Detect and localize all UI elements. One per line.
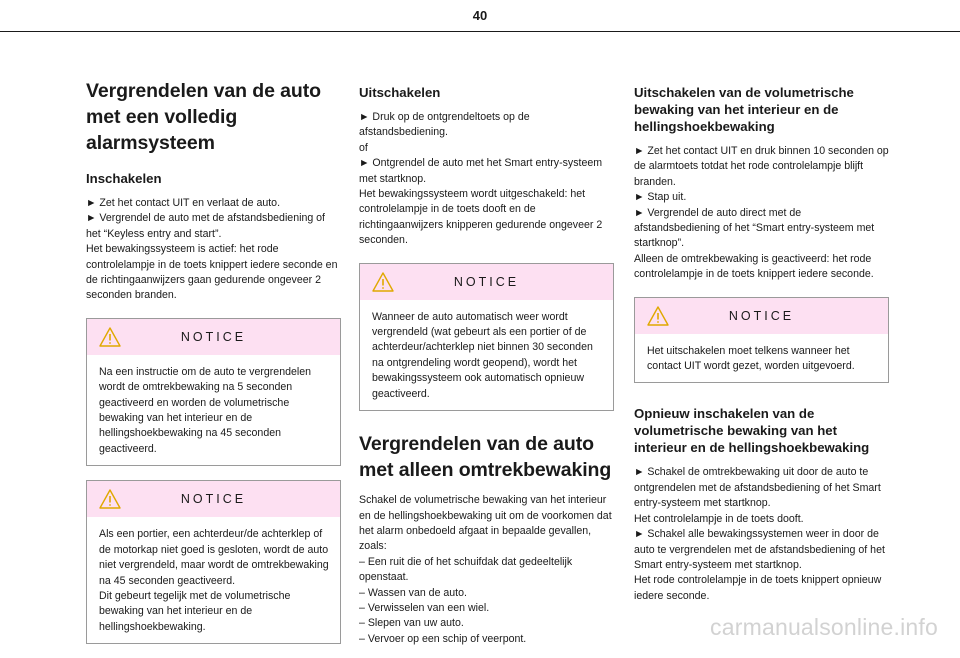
- notice-text: Na een instructie om de auto te vergrendelen wordt de omtrekbewaking na 5 seconden geactiveerd en worden de volumetrische bewaking van het interieur en de hellingshoekbewaking na 45 seconden geactiveerd.: [99, 365, 312, 455]
- notice-box: [359, 263, 614, 411]
- heading-reactivate-volumetric: Opnieuw inschakelen van de volumetrische bewaking van het interieur en de hellingshoekbewaking: [634, 406, 870, 456]
- notice-box: [634, 297, 889, 384]
- notice-header: [87, 319, 340, 355]
- column-3: [634, 78, 889, 604]
- notice-header: [360, 264, 613, 300]
- notice-header: [87, 481, 340, 517]
- top-divider: [0, 31, 960, 32]
- notice-box: [86, 318, 341, 466]
- notice-header: [635, 298, 888, 334]
- notice-title: NOTICE: [180, 329, 247, 344]
- notice-text: Het uitschakelen moet telkens wanneer het contact UIT wordt gezet, worden uitgevoerd.: [647, 344, 855, 373]
- body-reactivate-volumetric: ► Schakel de omtrekbewaking uit door de auto te ontgrendelen met de afstandsbediening of het Smart entry-systeem met startknop. Het controlelampje in de toets dooft. ► Schakel alle bewakingssystemen weer in door de auto te vergrendelen met de afstandsbediening of het Smart entry-systeem met startknop. Het rode controlelampje in de toets knippert opnieuw iedere seconde.: [634, 466, 885, 602]
- notice-title: NOTICE: [453, 274, 520, 289]
- column-2: [359, 78, 614, 647]
- heading-disable-volumetric: Uitschakelen van de volumetrische bewaking van het interieur en de hellingshoekbewaking: [634, 85, 854, 134]
- section-title-full-alarm: Vergrendelen van de auto met een volledig alarmsysteem: [86, 80, 321, 154]
- heading-inschakelen: Inschakelen: [86, 171, 162, 186]
- notice-title: NOTICE: [180, 492, 247, 507]
- heading-uitschakelen: Uitschakelen: [359, 85, 441, 100]
- notice-title: NOTICE: [728, 308, 795, 323]
- body-uitschakelen: ► Druk op de ontgrendeltoets op de afstandsbediening. of ► Ontgrendel de auto met het Smart entry-systeem met startknop. Het bewakingssysteem wordt uitgeschakeld: het controlelampje in de toets dooft en de richtingaanwijzers knipperen gedurende ongeveer 2 seconden.: [359, 111, 603, 247]
- body-disable-volumetric: ► Zet het contact UIT en druk binnen 10 seconden op de alarmtoets totdat het rode controlelampje blijft branden. ► Stap uit. ► Vergrendel de auto direct met de afstandsbediening of het “Smart entry-systeem met startknop”. Alleen de omtrekbewaking is geactiveerd: het rode controlelampje in de toets knippert iedere seconde.: [634, 145, 889, 281]
- notice-box: [86, 480, 341, 644]
- notice-text: Als een portier, een achterdeur/de achterklep of de motorkap niet goed is gesloten, wordt de auto niet vergrendeld, maar wordt de omtrekbewaking na 45 seconden geactiveerd. Dit gebeurt tegelijk met de volumetrische bewaking van het interieur en de hellingshoekbewaking.: [99, 528, 329, 633]
- body-inschakelen: ► Zet het contact UIT en verlaat de auto. ► Vergrendel de auto met de afstandsbediening of het “Keyless entry and start”. Het bewakingssysteem is actief: het rode controlelampje in de toets knippert iedere seconde en de richtingaanwijzers gaan gedurende ongeveer 2 seconden branden.: [86, 197, 338, 302]
- notice-text: Wanneer de auto automatisch weer wordt vergrendeld (wat gebeurt als een portier of de achterdeur/achterklep niet binnen 30 seconden na ontgrendeling wordt geopend), wordt het bewakingssysteem ook automatisch opnieuw geactiveerd.: [372, 310, 593, 400]
- watermark: carmanualsonline.info: [710, 614, 938, 640]
- section-title-perimeter-only: Vergrendelen van de auto met alleen omtrekbewaking: [359, 433, 612, 482]
- body-perimeter-only: Schakel de volumetrische bewaking van het interieur en de hellingshoekbewaking uit om de voorkomen dat het alarm onbedoeld afgaat in bepaalde gevallen, zoals: – Een ruit die of het schuifdak dat gedeeltelijk openstaat. – Wassen van de auto. – Verwisselen van een wiel. – Slepen van uw auto. – Vervoer op een schip of veerpont.: [359, 494, 612, 645]
- column-1: [86, 78, 341, 658]
- page-number: 40: [472, 8, 488, 23]
